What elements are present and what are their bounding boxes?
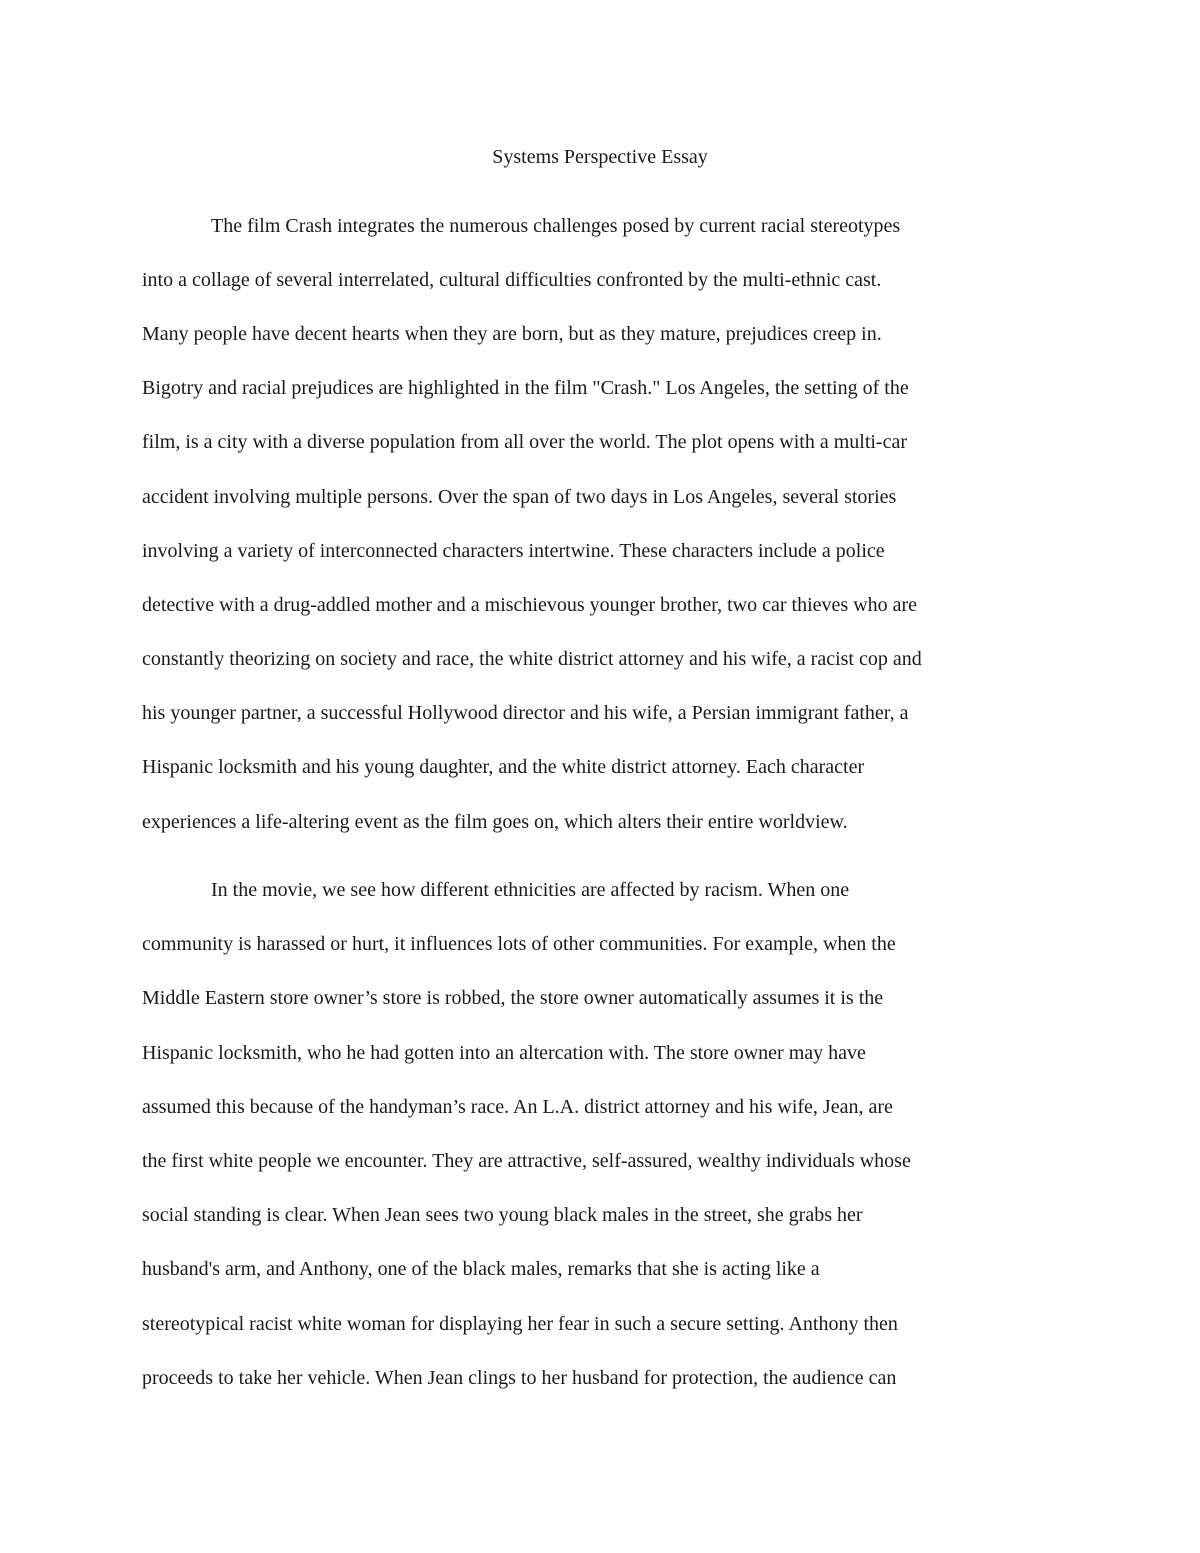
text-line: into a collage of several interrelated, cultural difficulties confronted by the multi-ethnic cast. [142,269,882,291]
text-line: his younger partner, a successful Hollywood director and his wife, a Persian immigrant father, a [142,702,909,724]
text-line: Hispanic locksmith and his young daughter, and the white district attorney. Each character [142,756,865,778]
text-line: constantly theorizing on society and race, the white district attorney and his wife, a racist cop and [142,648,922,670]
text-line: stereotypical racist white woman for displaying her fear in such a secure setting. Anthony then [142,1313,898,1335]
text-line: The film Crash integrates the numerous challenges posed by current racial stereotypes [211,215,901,237]
text-line: involving a variety of interconnected characters intertwine. These characters include a police [142,540,885,562]
text-line: accident involving multiple persons. Over the span of two days in Los Angeles, several stories [142,486,897,508]
text-line: film, is a city with a diverse population from all over the world. The plot opens with a multi-car [142,431,908,453]
text-line: Many people have decent hearts when they are born, but as they mature, prejudices creep in. [142,323,882,345]
text-line: In the movie, we see how different ethnicities are affected by racism. When one [211,879,850,901]
document-title: Systems Perspective Essay [492,146,708,168]
text-line: proceeds to take her vehicle. When Jean clings to her husband for protection, the audience can [142,1367,897,1389]
text-line: the first white people we encounter. They are attractive, self-assured, wealthy individuals whose [142,1150,911,1172]
text-line: community is harassed or hurt, it influences lots of other communities. For example, when the [142,933,896,955]
text-line: Hispanic locksmith, who he had gotten into an altercation with. The store owner may have [142,1042,866,1064]
text-line: assumed this because of the handyman’s race. An L.A. district attorney and his wife, Jean, are [142,1096,893,1118]
text-line: Bigotry and racial prejudices are highlighted in the film "Crash." Los Angeles, the setting of the [142,377,909,399]
text-line: social standing is clear. When Jean sees two young black males in the street, she grabs her [142,1204,863,1226]
text-line: Middle Eastern store owner’s store is robbed, the store owner automatically assumes it is the [142,987,884,1009]
text-line: detective with a drug-addled mother and a mischievous younger brother, two car thieves who are [142,594,918,616]
text-line: husband's arm, and Anthony, one of the black males, remarks that she is acting like a [142,1258,820,1280]
text-line: experiences a life-altering event as the film goes on, which alters their entire worldview. [142,811,848,833]
